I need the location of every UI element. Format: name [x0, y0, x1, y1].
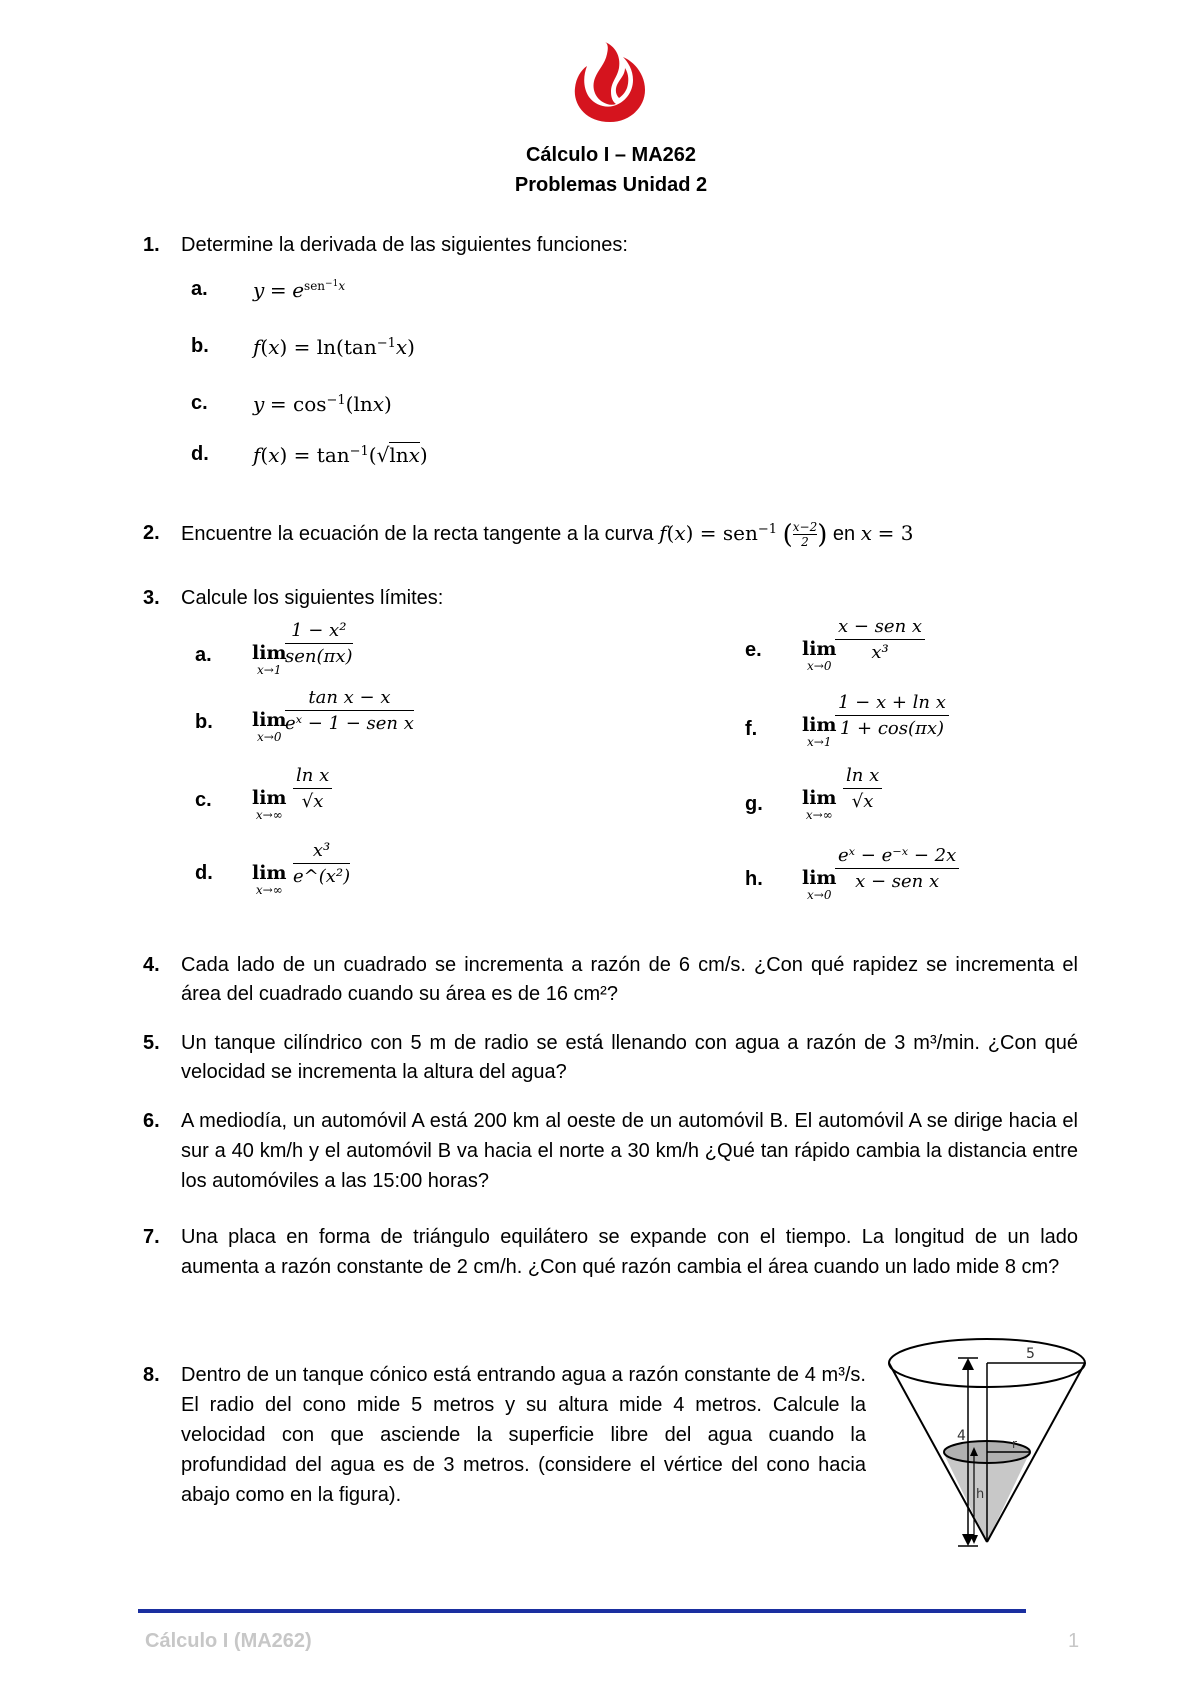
limit-label: a. — [195, 644, 212, 666]
question-text: Calcule los siguientes límites: — [181, 587, 444, 609]
footer-divider — [138, 1609, 1026, 1613]
question-text: Determine la derivada de las siguientes funciones: — [181, 234, 628, 256]
limit-label: b. — [195, 711, 213, 733]
r-label: r — [1012, 1437, 1017, 1451]
limit-operator: lim x→0 — [802, 867, 837, 902]
item-label: b. — [191, 335, 209, 357]
limit-label: c. — [195, 789, 212, 811]
limit-fraction: x − sen x x³ — [835, 614, 925, 665]
limit-operator: lim x→1 — [802, 714, 837, 749]
question-7 — [143, 1222, 1078, 1282]
cone-figure — [884, 1336, 1094, 1548]
course-title: Cálculo I – MA262 — [525, 144, 697, 166]
radius-label: 5 — [1026, 1346, 1035, 1362]
question-text: Encuentre la ecuación de la recta tangente a la curva — [181, 523, 654, 545]
item-label: d. — [191, 443, 209, 465]
page-number: 1 — [1068, 1630, 1080, 1652]
question-6 — [143, 1106, 1078, 1196]
question-text: Una placa en forma de triángulo equilátero se expande con el tiempo. La longitud de un lado aumenta a razón constante de 2 cm/h. ¿Con qué razón cambia el área cuando un lado mide 8 cm? — [181, 1226, 1078, 1278]
limit-operator: lim x→0 — [252, 709, 287, 744]
item-expression: $y = \cos^{-1}(\ln x)$ — [253, 392, 392, 416]
limit-label: d. — [195, 862, 213, 884]
question-number: 3. — [143, 587, 160, 609]
limit-label: f. — [745, 718, 758, 740]
item-expression: $f(x) = \ln(\tan^{-1}x)$ — [253, 335, 415, 359]
question-text: Cada lado de un cuadrado se incrementa a razón de 6 cm/s. ¿Con qué rapidez se incrementa el área del cuadrado cuando su área es de 16 cm²? — [181, 954, 1078, 1005]
question-number: 6. — [143, 1110, 160, 1132]
item-label: c. — [191, 392, 208, 414]
limit-fraction: 1 − x² sen(πx) — [285, 620, 353, 667]
limit-fraction: $\frac{\text{1 − x + ln x}}{1 + \cos(\pi x)}$ — [835, 690, 949, 741]
question-2 — [143, 519, 1123, 550]
question-3 — [143, 584, 1078, 613]
limit-fraction: $\frac{\text{ln x}}{√x}$ — [843, 763, 882, 814]
limit-fraction: $\frac{\text{ln x}}{√x}$ — [293, 763, 332, 814]
limit-fraction: eˣ − e⁻ˣ − 2x x − sen x — [835, 843, 959, 894]
limit-operator: lim x→0 — [802, 638, 837, 673]
limit-label: h. — [745, 868, 763, 890]
question-number: 4. — [143, 954, 160, 976]
limit-operator: lim x→∞ — [252, 862, 287, 897]
item-expression: $f(x) = \tan^{-1}(√\ln x)$ — [253, 443, 428, 467]
question-1 — [143, 231, 1078, 260]
limit-fraction: tan x − x eˣ − 1 − sen x — [285, 687, 414, 734]
footer-course: Cálculo I (MA262) — [145, 1630, 312, 1652]
limit-operator: lim x→1 — [252, 642, 287, 677]
limit-label: g. — [745, 793, 763, 815]
question-text: Un tanque cilíndrico con 5 m de radio se está llenando con agua a razón de 3 m³/min. ¿Con qué velocidad se incrementa la altura del agua? — [181, 1032, 1078, 1083]
limit-label: e. — [745, 639, 762, 661]
question-line: Encuentre la ecuación de la recta tangente a la curva f(x) = sen$^{-1}$ ( $\frac{x-2}{2}$ ) en x = 3 — [181, 520, 914, 550]
question-4 — [143, 951, 1078, 1009]
question-number: 1. — [143, 234, 160, 256]
limit-operator: lim x→∞ — [252, 787, 287, 822]
question-number: 7. — [143, 1226, 160, 1248]
question-text: Dentro de un tanque cónico está entrando agua a razón constante de 4 m³/s. El radio del cono mide 5 metros y su altura mide 4 metros. Calcule la velocidad con que asciende la superficie libre del agua cuando la profundidad del agua es de 3 metros. (considere el vértice del cono hacia abajo como en la figura). — [181, 1364, 866, 1506]
university-logo — [571, 42, 649, 124]
height-label: 4 — [957, 1428, 966, 1444]
question-number: 2. — [143, 522, 160, 544]
question-number: 5. — [143, 1032, 160, 1054]
limit-operator: lim x→∞ — [802, 787, 837, 822]
document-subtitle: Problemas Unidad 2 — [514, 174, 708, 196]
h-label: h — [976, 1487, 985, 1502]
item-expression: $y = e^{sen^{-1}x}$ — [253, 278, 346, 302]
limit-fraction: $\frac{\text{x³}}{\text{e\textasciicircum{}(x²)}}$ — [293, 840, 351, 887]
item-label: a. — [191, 278, 208, 300]
question-text: A mediodía, un automóvil A está 200 km al oeste de un automóvil B. El automóvil A se dirige hacia el sur a 40 km/h y el automóvil B va hacia el norte a 30 km/h ¿Qué tan rápido cambia la distancia entre los automóviles a las 15:00 horas? — [181, 1110, 1078, 1192]
question-8 — [143, 1360, 866, 1510]
question-5 — [143, 1029, 1078, 1087]
question-number: 8. — [143, 1364, 160, 1386]
